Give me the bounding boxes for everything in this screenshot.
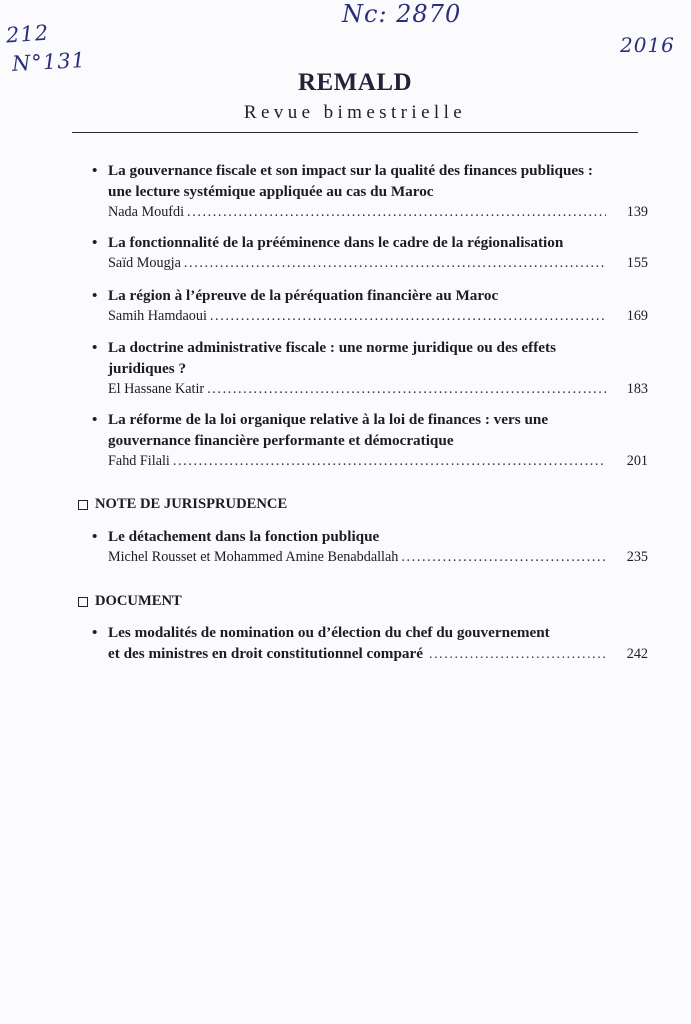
entry-author: Samih Hamdaoui <box>108 308 207 324</box>
journal-subtitle: Revue bimestrielle <box>243 102 467 123</box>
bullet-icon: • <box>92 234 98 251</box>
handwritten-issue-number: N°131 <box>11 48 87 76</box>
bullet-icon: • <box>92 528 98 545</box>
entry-author: Saïd Mougja <box>108 255 181 271</box>
toc-entry <box>92 337 648 399</box>
entry-title-line: Les modalités de nomination ou d’élection du chef du gouvernement <box>108 624 550 641</box>
dot-leader <box>210 306 606 326</box>
entry-page-number: 169 <box>626 308 648 324</box>
entry-page-number: 139 <box>626 204 648 220</box>
entry-page-number: 155 <box>626 255 648 271</box>
entry-title-line: juridiques ? <box>108 360 187 377</box>
entry-title-line: Le détachement dans la fonction publique <box>108 528 380 545</box>
dot-leader <box>173 451 606 471</box>
dot-leader <box>187 202 606 222</box>
entry-title-line: La doctrine administrative fiscale : une norme juridique ou des effets <box>108 339 556 356</box>
bullet-icon: • <box>92 162 98 179</box>
entry-page-number: 201 <box>626 453 648 469</box>
bullet-icon: • <box>92 624 98 641</box>
section-heading <box>78 591 182 611</box>
checkbox-square-icon <box>78 500 88 510</box>
entry-title-line: La région à l’épreuve de la péréquation financière au Maroc <box>108 287 499 304</box>
toc-entry <box>92 285 648 326</box>
bullet-icon: • <box>92 287 98 304</box>
section-heading <box>78 494 287 514</box>
entry-title-line: gouvernance financière performante et démocratique <box>108 432 454 449</box>
masthead <box>72 66 638 126</box>
entry-title-line: La fonctionnalité de la prééminence dans le cadre de la régionalisation <box>108 234 564 251</box>
entry-author: Nada Moufdi <box>108 204 185 220</box>
entry-author: Fahd Filali <box>108 453 170 469</box>
toc-entry <box>92 232 648 273</box>
dot-leader <box>429 647 606 663</box>
handwritten-year: 2016 <box>620 33 675 57</box>
journal-title: REMALD <box>297 69 413 96</box>
bullet-icon: • <box>92 339 98 356</box>
toc-entry <box>92 160 648 222</box>
entry-author: Michel Rousset et Mohammed Amine Benabdallah <box>108 549 399 565</box>
dot-leader <box>401 547 606 567</box>
entry-page-number: 242 <box>626 646 648 662</box>
dot-leader <box>184 253 606 273</box>
entry-title-line: une lecture systémique appliquée au cas du Maroc <box>108 183 434 200</box>
handwritten-catalog-number: Nc: 2870 <box>342 0 462 28</box>
toc-entry <box>92 622 648 664</box>
section-heading-label: DOCUMENT <box>95 593 182 609</box>
toc-entry <box>92 526 648 567</box>
bullet-icon: • <box>92 411 98 428</box>
handwritten-note-top-left: 212 <box>5 20 50 48</box>
entry-title-line: La gouvernance fiscale et son impact sur la qualité des finances publiques : <box>108 162 593 179</box>
entry-title-line: La réforme de la loi organique relative à la loi de finances : vers une <box>108 411 549 428</box>
dot-leader <box>207 379 606 399</box>
toc-entry <box>92 409 648 471</box>
entry-page-number: 235 <box>626 549 648 565</box>
section-heading-label: NOTE DE JURISPRUDENCE <box>95 496 288 512</box>
entry-title-line: et des ministres en droit constitutionnel comparé <box>108 645 423 662</box>
entry-page-number: 183 <box>626 381 648 397</box>
entry-author: El Hassane Katir <box>108 381 205 397</box>
checkbox-square-icon <box>78 597 88 607</box>
header-rule <box>72 132 638 133</box>
